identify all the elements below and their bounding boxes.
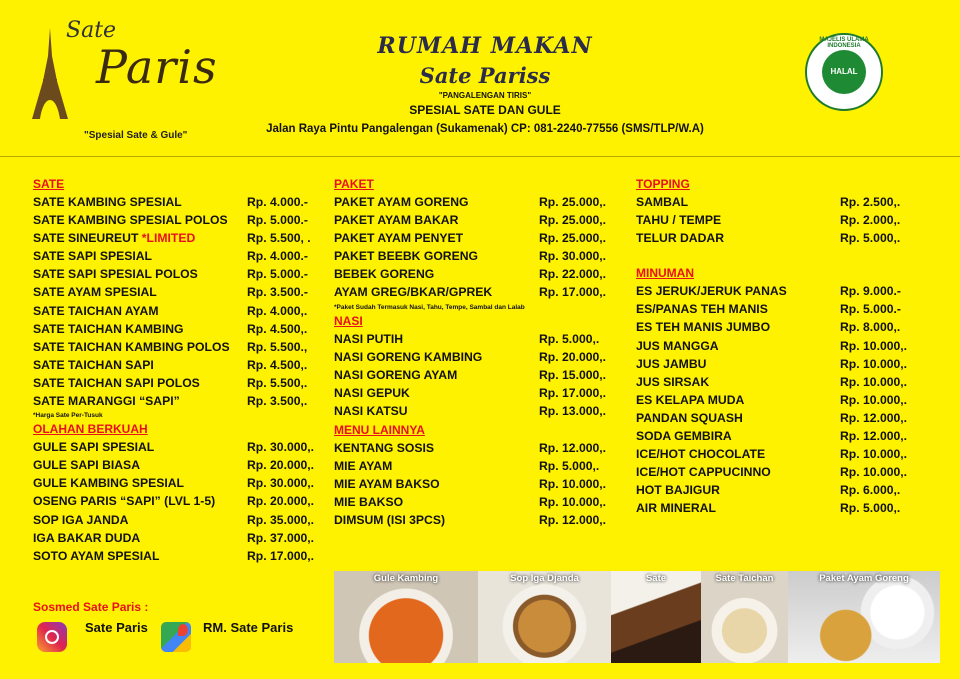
menu-item xyxy=(636,481,936,499)
instagram-handle[interactable]: Sate Paris xyxy=(85,620,148,635)
menu-item xyxy=(33,302,333,320)
menu-item-name: ES TEH MANIS JUMBO xyxy=(636,320,771,335)
menu-item-name: ES/PANAS TEH MANIS xyxy=(636,302,768,317)
menu-item-name: GULE KAMBING SPESIAL xyxy=(33,476,184,491)
paket-list xyxy=(334,193,624,302)
photo-label: Sate Taichan xyxy=(715,573,774,584)
menu-item xyxy=(33,265,333,283)
menu-item-price: Rp. 12.000,. xyxy=(539,513,607,528)
menu-item xyxy=(636,193,936,211)
menu-item-price: Rp. 4.000.- xyxy=(247,195,308,209)
menu-item-name: SOP IGA JANDA xyxy=(33,512,129,527)
nasi-list xyxy=(334,330,624,420)
menu-item xyxy=(636,409,936,427)
menu-item xyxy=(334,402,624,420)
menu-item xyxy=(636,463,936,481)
menu-header xyxy=(0,0,960,157)
menu-item-price: Rp. 5.500., xyxy=(247,339,308,354)
menu-item xyxy=(636,499,936,517)
halal-center-text: HALAL xyxy=(822,50,866,94)
menu-item-name: SATE SAPI SPESIAL xyxy=(33,249,152,264)
limited-badge: *LIMITED xyxy=(141,231,196,246)
menu-item-price: Rp. 10.000,. xyxy=(539,477,607,492)
menu-item-name: IGA BAKAR DUDA xyxy=(33,530,141,545)
google-maps-icon[interactable] xyxy=(161,622,191,652)
halal-logo xyxy=(805,33,883,111)
menu-item-price: Rp. 9.000.- xyxy=(840,284,901,299)
menu-item-price: Rp. 5.000,. xyxy=(840,231,901,246)
menu-item-price: Rp. 5.000,. xyxy=(539,331,600,346)
menu-item-name: NASI GORENG AYAM xyxy=(334,367,458,382)
photo-label: Sate xyxy=(645,573,667,584)
menu-item xyxy=(33,474,333,492)
menu-item xyxy=(636,229,936,247)
menu-item-name: NASI KATSU xyxy=(334,403,408,418)
topping-list xyxy=(636,193,936,247)
menu-item-name: GULE SAPI SPESIAL xyxy=(33,440,155,455)
menu-item-name: DIMSUM (ISI 3PCS) xyxy=(334,513,446,528)
menu-item-price: Rp. 4.000.- xyxy=(247,249,308,264)
social-media-block xyxy=(33,600,294,635)
menu-item xyxy=(636,355,936,373)
menu-item-price: Rp. 10.000,. xyxy=(840,392,908,407)
menu-item-name: SATE KAMBING SPESIAL xyxy=(33,195,182,209)
menu-item-name: GULE SAPI BIASA xyxy=(33,458,140,473)
menu-item-price: Rp. 12.000,. xyxy=(840,410,908,425)
menu-item xyxy=(33,283,333,301)
menu-item-name: AIR MINERAL xyxy=(636,501,716,516)
menu-item-price: Rp. 30.000,. xyxy=(247,440,315,455)
menu-item xyxy=(636,391,936,409)
menu-item-name: PANDAN SQUASH xyxy=(636,410,743,425)
menu-item-name: PAKET AYAM BAKAR xyxy=(334,213,459,228)
menu-item-name: MIE BAKSO xyxy=(334,495,404,510)
menu-item-name: SATE TAICHAN KAMBING xyxy=(33,321,184,336)
menu-item-price: Rp. 3.500.- xyxy=(247,285,308,300)
menu-item xyxy=(334,229,624,247)
menu-item xyxy=(334,457,624,475)
menu-item xyxy=(334,265,624,283)
menu-item-price: Rp. 20.000,. xyxy=(247,494,315,509)
menu-item-name: SODA GEMBIRA xyxy=(636,429,732,444)
menu-item xyxy=(33,529,333,547)
menu-item xyxy=(33,438,333,456)
sate-note: *Harga Sate Per-Tusuk xyxy=(33,412,103,420)
menu-item-name: PAKET AYAM GORENG xyxy=(334,195,469,209)
social-media-title: Sosmed Sate Paris : xyxy=(33,600,149,614)
menu-item-price: Rp. 10.000,. xyxy=(840,465,908,480)
menu-item-price: Rp. 4.500,. xyxy=(247,357,308,372)
menu-item xyxy=(334,348,624,366)
menu-item-price: Rp. 10.000,. xyxy=(840,447,908,462)
minuman-list xyxy=(636,282,936,517)
menu-item xyxy=(33,211,333,229)
lainnya-list xyxy=(334,439,624,529)
menu-item-name: SAMBAL xyxy=(636,195,689,209)
menu-item xyxy=(636,300,936,318)
menu-item-name: TAHU / TEMPE xyxy=(636,213,722,228)
logo-big-text: Paris xyxy=(96,40,218,94)
section-title-olahan: OLAHAN BERKUAH xyxy=(33,422,148,437)
menu-item-price: Rp. 10.000,. xyxy=(840,356,908,371)
menu-item-price: Rp. 25.000,. xyxy=(539,213,607,228)
menu-item xyxy=(33,456,333,474)
menu-item-name: AYAM GREG/BKAR/GPREK xyxy=(334,285,493,300)
menu-item xyxy=(636,211,936,229)
menu-item xyxy=(334,384,624,402)
menu-item-name: TELUR DADAR xyxy=(636,231,725,246)
menu-item-price: Rp. 10.000,. xyxy=(539,495,607,510)
menu-item xyxy=(636,373,936,391)
menu-item-price: Rp. 17.000,. xyxy=(539,285,607,300)
menu-item xyxy=(334,493,624,511)
menu-item-price: Rp. 8.000,. xyxy=(840,320,901,335)
menu-item-name: ES KELAPA MUDA xyxy=(636,392,745,407)
menu-item-name: SATE KAMBING SPESIAL POLOS xyxy=(33,213,228,228)
menu-item xyxy=(636,427,936,445)
menu-item-name: SATE SINEUREUT xyxy=(33,231,142,246)
menu-item-price: Rp. 6.000,. xyxy=(840,483,901,498)
menu-item-name: NASI PUTIH xyxy=(334,331,404,346)
menu-item-name: PAKET AYAM PENYET xyxy=(334,231,464,246)
menu-item xyxy=(636,282,936,300)
menu-item-name: MIE AYAM xyxy=(334,459,393,474)
menu-item-name: MIE AYAM BAKSO xyxy=(334,477,440,492)
menu-item-price: Rp. 5.000,. xyxy=(539,459,600,474)
menu-item-price: Rp. 15.000,. xyxy=(539,367,607,382)
menu-item xyxy=(334,330,624,348)
menu-item-name: ES JERUK/JERUK PANAS xyxy=(636,284,787,299)
menu-item-name: JUS SIRSAK xyxy=(636,374,710,389)
menu-item-price: Rp. 5.000.- xyxy=(247,267,308,282)
logo-tagline: "Spesial Sate & Gule" xyxy=(84,130,188,141)
photo-paket-ayam-goreng xyxy=(788,571,940,663)
section-title-sate: SATE xyxy=(33,177,65,191)
photo-sate xyxy=(611,571,701,663)
food-photo-strip xyxy=(334,571,940,663)
olahan-list xyxy=(33,438,333,565)
restaurant-title-block xyxy=(250,33,720,135)
menu-item-price: Rp. 30.000,. xyxy=(247,476,315,491)
menu-item xyxy=(33,492,333,510)
menu-item-price: Rp. 10.000,. xyxy=(840,338,908,353)
location-tagline: "PANGALENGAN TIRIS" xyxy=(438,91,532,100)
section-title-nasi: NASI xyxy=(334,313,363,328)
menu-item xyxy=(33,320,333,338)
photo-sate-taichan xyxy=(701,571,788,663)
menu-item-name: ICE/HOT CHOCOLATE xyxy=(636,447,766,462)
menu-item-price: Rp. 4.500,. xyxy=(247,321,308,336)
menu-item-name: ICE/HOT CAPPUCINNO xyxy=(636,465,771,480)
menu-item-price: Rp. 12.000,. xyxy=(539,441,607,456)
menu-item-price: Rp. 20.000,. xyxy=(247,458,315,473)
menu-item-price: Rp. 20.000,. xyxy=(539,349,607,364)
menu-item-price: Rp. 13.000,. xyxy=(539,403,607,418)
menu-item-price: Rp. 4.000,. xyxy=(247,303,308,318)
menu-column-middle xyxy=(334,176,624,530)
menu-item-price: Rp. 5.500, . xyxy=(247,231,311,246)
menu-item xyxy=(334,283,624,301)
menu-item-price: Rp. 30.000,. xyxy=(539,249,607,264)
menu-item-price: Rp. 12.000,. xyxy=(840,429,908,444)
section-title-topping: TOPPING xyxy=(636,177,690,191)
logo-small-text: Sate xyxy=(66,18,117,43)
menu-column-left xyxy=(33,176,333,565)
menu-item-name: HOT BAJIGUR xyxy=(636,483,720,498)
menu-item-price: Rp. 25.000,. xyxy=(539,195,607,209)
menu-item-price: Rp. 37.000,. xyxy=(247,530,315,545)
menu-item-price: Rp. 2.500,. xyxy=(840,195,901,209)
address-contact: Jalan Raya Pintu Pangalengan (Sukamenak) CP: 081-2240-77556 (SMS/TLP/W.A) xyxy=(266,123,704,135)
sate-list xyxy=(33,193,333,410)
menu-item-name: SOTO AYAM SPESIAL xyxy=(33,548,160,563)
menu-item-price: Rp. 17.000,. xyxy=(247,548,315,563)
menu-item xyxy=(334,247,624,265)
menu-item xyxy=(33,511,333,529)
photo-label: Paket Ayam Goreng xyxy=(819,573,909,584)
menu-item xyxy=(636,445,936,463)
menu-item xyxy=(33,338,333,356)
menu-item xyxy=(334,211,624,229)
menu-item-price: Rp. 22.000,. xyxy=(539,267,607,282)
menu-item xyxy=(33,374,333,392)
menu-item-price: Rp. 2.000,. xyxy=(840,213,901,228)
menu-item-price: Rp. 5.000.- xyxy=(247,213,308,228)
menu-item xyxy=(33,547,333,565)
menu-item xyxy=(33,229,333,247)
menu-item-name: PAKET BEEBK GORENG xyxy=(334,249,479,264)
menu-item-price: Rp. 17.000,. xyxy=(539,385,607,400)
menu-item-name: JUS MANGGA xyxy=(636,338,719,353)
menu-item xyxy=(33,193,333,211)
menu-item-name: SATE AYAM SPESIAL xyxy=(33,285,157,300)
section-title-paket: PAKET xyxy=(334,177,374,191)
paket-note: *Paket Sudah Termasuk Nasi, Tahu, Tempe, Sambal dan Lalab xyxy=(334,303,525,311)
menu-item xyxy=(334,511,624,529)
menu-item-name: SATE TAICHAN KAMBING POLOS xyxy=(33,339,230,354)
photo-label: Gule Kambing xyxy=(373,573,439,584)
menu-item xyxy=(33,392,333,410)
halal-ring-text: MAJELIS ULAMA INDONESIA xyxy=(819,37,869,49)
photo-gule-kambing xyxy=(334,571,478,663)
menu-item-name: SATE TAICHAN AYAM xyxy=(33,303,159,318)
menu-item-name: SATE MARANGGI “SAPI” xyxy=(33,394,180,409)
menu-item-price: Rp. 10.000,. xyxy=(840,374,908,389)
menu-item-name: SATE TAICHAN SAPI POLOS xyxy=(33,375,200,390)
menu-item xyxy=(334,439,624,457)
restaurant-name: Sate Pariss xyxy=(419,63,551,88)
menu-item xyxy=(334,193,624,211)
menu-item xyxy=(334,475,624,493)
eiffel-tower-icon xyxy=(30,26,70,121)
photo-label: Sop Iga Djanda xyxy=(510,573,579,584)
menu-item-name: OSENG PARIS “SAPI” (LVL 1-5) xyxy=(33,494,216,509)
menu-item-name: BEBEK GORENG xyxy=(334,267,435,282)
menu-item-name: JUS JAMBU xyxy=(636,356,707,371)
sate-paris-logo xyxy=(30,18,250,143)
menu-item-price: Rp. 35.000,. xyxy=(247,512,315,527)
menu-item-name: SATE TAICHAN SAPI xyxy=(33,357,154,372)
menu-item xyxy=(334,366,624,384)
menu-item-price: Rp. 5.000,. xyxy=(840,501,901,516)
menu-item-name: NASI GORENG KAMBING xyxy=(334,349,483,364)
menu-item-name: KENTANG SOSIS xyxy=(334,441,434,456)
menu-item xyxy=(636,337,936,355)
menu-item-price: Rp. 3.500,. xyxy=(247,394,308,409)
specialty-text: SPESIAL SATE DAN GULE xyxy=(409,103,561,117)
menu-item-price: Rp. 25.000,. xyxy=(539,231,607,246)
menu-item xyxy=(33,356,333,374)
menu-item xyxy=(33,247,333,265)
menu-item-name: SATE SAPI SPESIAL POLOS xyxy=(33,267,198,282)
google-maps-name[interactable]: RM. Sate Paris xyxy=(203,620,294,635)
photo-sop-iga xyxy=(478,571,611,663)
rumah-makan-heading: RUMAH MAKAN xyxy=(377,33,593,59)
menu-column-right xyxy=(636,176,936,518)
menu-item-name: NASI GEPUK xyxy=(334,385,410,400)
section-title-minuman: MINUMAN xyxy=(636,266,694,281)
instagram-icon[interactable] xyxy=(37,622,67,652)
menu-item-price: Rp. 5.500,. xyxy=(247,375,308,390)
menu-item xyxy=(636,318,936,336)
menu-item-price: Rp. 5.000.- xyxy=(840,302,901,317)
section-title-lainnya: MENU LAINNYA xyxy=(334,423,425,438)
